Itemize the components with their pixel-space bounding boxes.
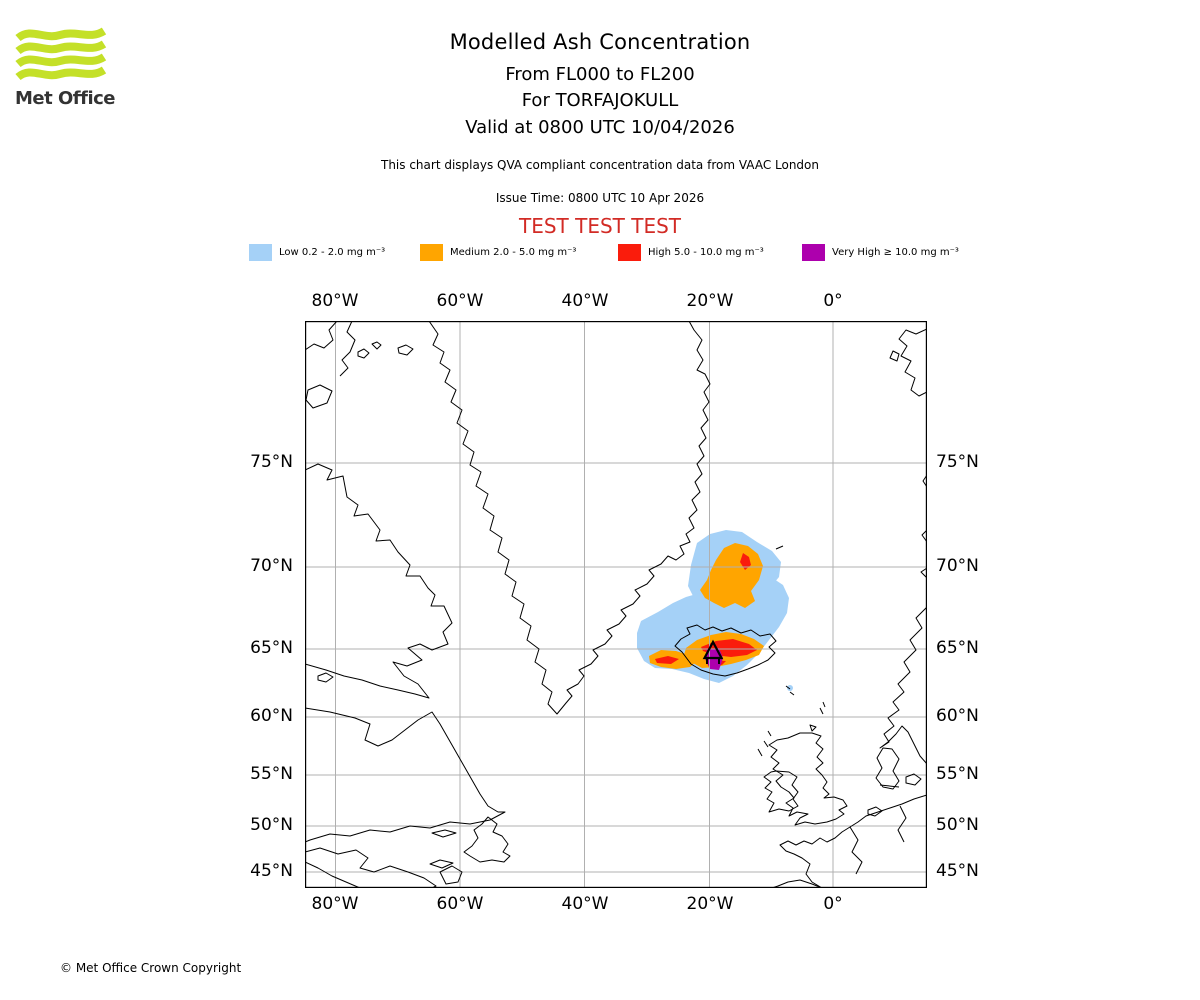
copyright-notice: © Met Office Crown Copyright bbox=[60, 961, 242, 975]
legend-label-medium: Medium 2.0 - 5.0 mg m⁻³ bbox=[450, 247, 577, 258]
coastline-hebrides bbox=[758, 731, 771, 756]
coastline-anticosti bbox=[432, 830, 456, 837]
lat-tick-label: 65°N bbox=[250, 638, 293, 658]
graticule bbox=[305, 321, 927, 888]
coastline-arctic-island-2 bbox=[372, 342, 381, 349]
met-office-logo-text: Met Office bbox=[15, 88, 116, 109]
lat-tick-label: 55°N bbox=[936, 764, 979, 784]
lat-tick-label: 65°N bbox=[936, 638, 979, 658]
legend-item-low bbox=[249, 243, 385, 262]
map bbox=[305, 321, 927, 888]
lat-tick-label: 75°N bbox=[936, 452, 979, 472]
coastline-denmark bbox=[876, 748, 899, 789]
subtitle-flight-levels: From FL000 to FL200 bbox=[505, 64, 695, 85]
lat-tick-label: 70°N bbox=[936, 556, 979, 576]
border-germany-netherlands bbox=[898, 806, 906, 842]
lon-tick-label: 60°W bbox=[436, 894, 484, 914]
coastline-europe-mainland bbox=[780, 795, 927, 888]
lon-tick-label: 60°W bbox=[436, 291, 484, 311]
lon-tick-label: 0° bbox=[823, 291, 843, 311]
coastline-canadian-arctic bbox=[305, 321, 337, 350]
legend-label-very-high: Very High ≥ 10.0 mg m⁻³ bbox=[832, 247, 959, 258]
lat-tick-label: 55°N bbox=[250, 764, 293, 784]
coastline-baffin-island bbox=[305, 464, 452, 698]
legend-swatch-low bbox=[249, 244, 272, 261]
lon-tick-label: 40°W bbox=[561, 291, 609, 311]
lon-tick-label: 0° bbox=[823, 894, 843, 914]
legend-swatch-high bbox=[618, 244, 641, 261]
lat-tick-label: 50°N bbox=[936, 815, 979, 835]
subtitle-valid-time: Valid at 0800 UTC 10/04/2026 bbox=[465, 117, 735, 138]
legend-item-medium bbox=[420, 243, 576, 262]
coastline-cape-breton bbox=[440, 866, 462, 884]
coastline-arctic-island-1 bbox=[358, 349, 369, 358]
legend-item-very-high bbox=[802, 243, 959, 262]
coastline-great-britain bbox=[769, 733, 847, 825]
coastline-gulf-st-lawrence bbox=[305, 848, 436, 888]
lat-tick-label: 70°N bbox=[250, 556, 293, 576]
legend-item-high bbox=[618, 243, 764, 262]
lat-tick-label: 75°N bbox=[250, 452, 293, 472]
lon-tick-label: 80°W bbox=[311, 894, 359, 914]
qva-description: This chart displays QVA compliant concentration data from VAAC London bbox=[381, 158, 819, 172]
map-canvas bbox=[305, 321, 927, 888]
coastlines bbox=[305, 321, 927, 888]
lat-tick-label: 45°N bbox=[936, 861, 979, 881]
border-france-belgium bbox=[850, 827, 862, 874]
lat-tick-label: 50°N bbox=[250, 815, 293, 835]
subtitle-volcano: For TORFAJOKULL bbox=[521, 90, 679, 111]
coastline-canadian-arctic-2 bbox=[340, 321, 355, 376]
coastline-maine bbox=[305, 862, 360, 888]
lon-tick-label: 40°W bbox=[561, 894, 609, 914]
coastline-zealand bbox=[906, 774, 921, 785]
lat-tick-label: 60°N bbox=[250, 706, 293, 726]
issue-time: Issue Time: 0800 UTC 10 Apr 2026 bbox=[495, 191, 705, 205]
legend-swatch-medium bbox=[420, 244, 443, 261]
legend-label-high: High 5.0 - 10.0 mg m⁻³ bbox=[648, 247, 764, 258]
test-banner: TEST TEST TEST bbox=[518, 214, 681, 238]
coastline-orkney bbox=[810, 725, 816, 731]
lat-tick-label: 45°N bbox=[250, 861, 293, 881]
coastline-svalbard bbox=[899, 329, 927, 396]
coastline-svalbard-islet bbox=[890, 351, 899, 361]
lon-tick-label: 20°W bbox=[686, 894, 734, 914]
coastline-devon-island bbox=[306, 385, 332, 408]
coastline-strait-island bbox=[318, 673, 333, 682]
legend-label-low: Low 0.2 - 2.0 mg m⁻³ bbox=[279, 247, 386, 258]
lon-tick-label: 80°W bbox=[311, 291, 359, 311]
page-title: Modelled Ash Concentration bbox=[449, 30, 751, 54]
lon-tick-label: 20°W bbox=[686, 291, 734, 311]
coastline-shetland bbox=[820, 702, 825, 714]
coastline-arctic-island-3 bbox=[398, 345, 413, 355]
legend-swatch-very-high bbox=[802, 244, 825, 261]
lat-tick-label: 60°N bbox=[936, 706, 979, 726]
coastline-jan-mayen bbox=[776, 546, 783, 549]
coastline-norway bbox=[880, 607, 927, 764]
